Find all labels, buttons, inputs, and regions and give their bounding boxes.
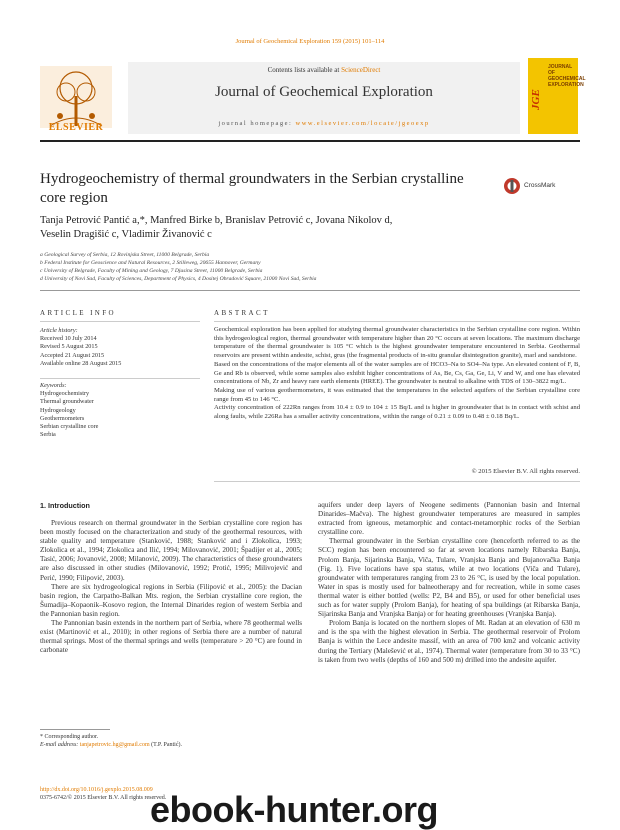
footnote-rule [40,729,110,730]
email-link[interactable]: tanjapetrovic.hg@gmail.com [79,742,150,748]
homepage-link[interactable]: www.elsevier.com/locate/jgeoexp [295,120,430,127]
keyword: Geothermometers [40,414,85,422]
email-label: E-mail address: [40,742,80,748]
info-rule [40,378,200,379]
keyword: Hydrogeochemistry [40,390,90,398]
section-heading: 1. Introduction [40,501,90,510]
article-info-heading: ARTICLE INFO [40,309,117,317]
history-received: Received 10 July 2014 [40,335,97,343]
abstract-rule [214,481,580,482]
copyright: © 2015 Elsevier B.V. All rights reserved. [471,468,580,475]
body-paragraph: aquifers under deep layers of Neogene sediments (Pannonian basin and Internal Dinarides–Mačva). The highest groundwater temperatures are measured in samples extracted from igneous, metamorphic and contact-metamorphic rocks of the Serbian crystalline core. [318,501,580,537]
keywords-label: Keywords: [40,382,67,389]
affiliation-a: a Geological Survey of Serbia, 12 Rovinjska Street, 11000 Belgrade, Serbia [40,252,210,258]
crossmark-label[interactable]: CrossMark [524,182,556,189]
authors-line-2[interactable]: Veselin Dragišić c, Vladimir Živanović c [40,229,212,240]
affiliation-d: d University of Novi Sad, Faculty of Sciences, Department of Physics, 4 Dositej Obradović Square, 21000 Novi Sad, Serbia [40,276,317,282]
abstract-rule [214,321,580,322]
affiliation-b: b Federal Institute for Geoscience and Natural Resources, 2 Stilleweg, 20655 Hannover, Germany [40,260,261,266]
abstract-paragraph: Activity concentration of 222Rn ranges from 10.4 ± 0.9 to 104 ± 15 Bq/L and is higher in groundwater that is in contact with schist and along faults, while 226Ra has a smaller activity concentrations, within the range of 0.21 ± 0.09 to 0.48 ± 0.18 Bq/L. [214,404,580,421]
watermark: ebook-hunter.org [150,789,438,830]
history-revised: Revised 5 August 2015 [40,343,98,351]
info-rule [40,321,200,322]
cover-abbrev: JGE [530,89,542,110]
keyword: Serbia [40,431,56,439]
history-accepted: Accepted 21 August 2015 [40,351,105,359]
abstract-paragraph: Based on the concentrations of the major elements all of the water samples are of HCO3–Na to SO4–Na type. An elevated content of F, B, Ge and Rb is observed, while some samples also exhibit higher concentrations of As, Be, Cs, Ga, Ge, Li, V and W, and one has elevated concentrations of Nb, Zr and heavy rare earth elements (HREE). The groundwater is neutral to alkaline with TDS of 130–3822 mg/L. [214,360,580,386]
article-history [40,327,200,368]
body-paragraph: Prolom Banja is located on the northern slopes of Mt. Radan at an elevation of 630 m and is the spa with the highest elevation in Serbia. The geothermal reservoir of Prolom Banja is within the Lece andesite massif, with an area of 700 km2 and volcanic activity during the Tertiary (Malešević et al., 1974). Thermal water (temperature from 30 to 33 °C) is taken from two wells (depths of 160 and 500 m) drilled into the andesite aquifer. [318,619,580,664]
keyword: Thermal groundwater [40,398,94,406]
body-column-left [40,519,302,655]
journal-title: Journal of Geochemical Exploration [215,84,433,100]
authors-line-1[interactable]: Tanja Petrović Pantić a,*, Manfred Birke b, Branislav Petrović c, Jovana Nikolov d, [40,215,393,226]
contents-line [128,66,520,74]
keyword: Serbian crystalline core [40,423,99,431]
contents-prefix: Contents lists available at [267,66,342,74]
history-label: Article history: [40,327,78,334]
body-paragraph: Thermal groundwater in the Serbian crystalline core (henceforth referred to as the SCC) region has been encountered so far at seven locations namely Ribarska Banja, Prolom Banja, Sijarinska Banja, Viča, Tulare, Vranjska Banja and Bujanovačka Banja (Fig. 1). Five locations have spa status, while at two locations (Viča and Tulare), groundwater with temperatures ranging from 23 to 26 °C, is used by the local population. Water in spas is mostly used for balneotherapy and for recreation, while in some cases thermal water is either bottled (wells: P2, B4 and B5), or used for other beneficial uses such as for water supply (Prolom Banja), for heating of spa buildings (at Ribarska Banja, Sijarinska Banja and Vranjska Banja) or for heating greenhouses (Vranjska Banja). [318,537,580,619]
abstract-paragraph: Geochemical exploration has been applied for studying thermal groundwater characteristics in the Serbian crystalline core region. Within this hydrogeological region, thermal groundwater with temperature higher than 20 °C occurs at seven locations. The maximum discharge temperature of the thermal groundwater is 105 °C which is the highest groundwater temperature encountered in Serbia. Geothermal reservoirs are present within andesite, schist, grus (the fragmental products of in-situ granular disintegration granite), marl and sandstone. [214,326,580,360]
body-paragraph: The Pannonian basin extends in the northern part of Serbia, where 78 geothermal wells exist (Martinović et al., 2010); in other regions of Serbia there are a number of natural thermal springs. Most of the thermal springs and wells (temperature > 20 °C) are found in carbonate [40,619,302,655]
journal-homepage [128,120,520,127]
abstract-paragraph: Making use of various geothermometers, it was estimated that the temperatures in the selected aquifers of the Serbian crystalline core range from 45 to 146 °C. [214,386,580,403]
email-suffix: (T.P. Pantić). [149,742,183,748]
article-title: Hydrogeochemistry of thermal groundwaters in the Serbian crystalline core region [40,171,464,206]
keyword: Hydrogeology [40,406,76,414]
journal-reference[interactable]: Journal of Geochemical Exploration 159 (2015) 101–114 [235,38,385,45]
doi-link[interactable]: http://dx.doi.org/10.1016/j.gexplo.2015.08.009 [40,787,153,793]
author-list [40,214,580,242]
section-rule [40,290,580,291]
header-rule [40,140,580,142]
history-online: Available online 28 August 2015 [40,359,122,367]
email-line [40,741,302,749]
abstract-heading: ABSTRACT [214,309,270,317]
body-paragraph: There are six hydrogeological regions in Serbia (Filipović et al., 2005): the Dacian basin region, the Carpatho-Balkan Mts. region, the Serbian crystalline core region, the Šumadija–Kopaonik–Kosovo region, the Internal Dinarides region of western Serbia and the Pannonian basin region. [40,582,302,618]
affiliation-c: c University of Belgrade, Faculty of Mining and Geology, 7 Djusina Street, 11000 Belgrade, Serbia [40,268,263,274]
body-column-right [318,501,580,665]
body-paragraph: Previous research on thermal groundwater in the Serbian crystalline core region has been mostly focused on the characterization and study of the geothermal resources, with stable quality and temperature (Stanković, 1988; Stanković and i Zlokolica, 1993; Zlokolica et al., 1994; Zlokolica and Ilić, 1994; Milovanović, 2001; Špadijer et al., 2005; Tasić, 2006; Jovanović, 2008; Milanović, 2009). The characteristics of these groundwaters are also discussed in other studies (Milovanović, 1992; Protić, 1995; Milivojević and Perić, 1990; Filipović, 2003). [40,519,302,582]
cover-title: JOURNAL OF GEOCHEMICAL EXPLORATION [548,64,586,88]
issn-line: 0375-6742/© 2015 Elsevier B.V. All rights reserved. [40,795,167,801]
keywords [40,382,200,439]
corresponding-author: * Corresponding author. [40,734,99,740]
abstract-text [214,326,580,422]
elsevier-wordmark: ELSEVIER [48,122,104,133]
footnote [40,733,302,749]
sciencedirect-link[interactable]: ScienceDirect [341,66,381,74]
homepage-prefix: journal homepage: [218,120,296,127]
